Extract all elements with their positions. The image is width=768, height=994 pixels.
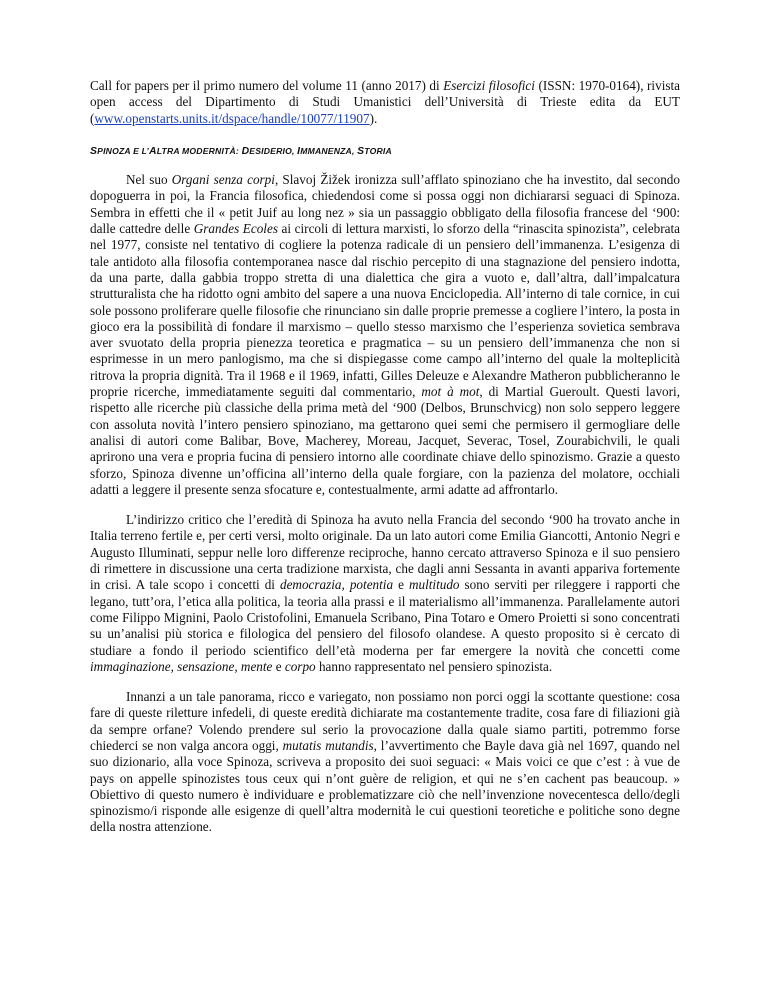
intro-paragraph bbox=[90, 78, 680, 127]
book-title: Organi senza corpi bbox=[171, 172, 275, 188]
intro-text: Call for papers per il primo numero del volume 11 (anno 2017) di bbox=[90, 78, 444, 93]
repository-link[interactable]: www.openstarts.units.it/dspace/handle/10077/11907 bbox=[94, 110, 370, 126]
body-paragraph-1: Nel suo Organi senza corpi, Slavoj Žižek ironizza sull’afflato spinoziano che ha investito, dal secondo dopoguerra in poi, la Francia filosofica, chiedendosi come si possa oggi non dichiararsi seguaci di Spinoza. Sembra in effetti che il « petit Juif au long nez » sia un passaggio obbligato della filosofia francese del ‘900: dalle cattedre delle Grandes Ecoles ai circoli di lettura marxisti, lo sforzo della “rinascita spinozista”, celebrata nel 1977, consiste nel tentativo di cogliere la potenza radicale di un pensiero dell’immanenza. L’esigenza di tale antidoto alla filosofia contemporanea nasce dal rischio percepito di una stagnazione del pensiero indotta, da una parte, dalla gabbia troppo stretta di una dialettica che gira a vuoto e, dall’altra, dall’impalcatura strutturalista che ha ridotto ogni ambito del sapere a una nuova Enciclopedia. All’interno di tale cornice, in cui sole possono proliferare quelle filosofie che rinunciano sin dalle proprie premesse a cogliere l’intero, la posta in gioco era la possibilità di fondare il marxismo – quello stesso marxismo che l’esperienza sovietica sembrava aver svuotato della propria pienezza teoretica e pragmatica – su un pensiero dell’immanenza che non si esprimesse in un mero panlogismo, ma che si dispiegasse come campo all’interno del quale la molteplicità ritrova la propria dignità. Tra il 1968 e il 1969, infatti, Gilles Deleuze e Alexandre Matheron pubblicheranno le proprie ricerche, immediatamente seguiti dal commentario, mot à mot, di Martial Gueroult. Questi lavori, rispetto alle ricerche più classiche della prima metà del ‘900 (Delbos, Brunschvicg) non solo seppero leggere con assoluta novità l’intero pensiero spinoziano, ma gettarono quei semi che permisero il germogliare delle analisi di autori come Balibar, Bove, Macherey, Moreau, Jacquet, Severac, Tosel, Zourabichvili, le quali aprirono una vera e propria fucina di pensiero intorno alle coordinate chiave dello spinozismo. Grazie a questo sforzo, Spinoza divenne un’officina all’interno della quale forgiare, con la pazienza del molatore, occhiali adatti a leggere il presente senza sfocature e, contestualmente, armi adatte ad affrontarlo. bbox=[90, 172, 681, 497]
intro-text: (ISSN: 1970-0164), rivista open access del Dipartimento di Studi Umanistici dell’Università di Trieste edita da EUT ( bbox=[90, 78, 681, 126]
section-heading: SPINOZA E L’ALTRA MODERNITÀ: DESIDERIO, IMMANENZA, STORIA bbox=[90, 145, 392, 157]
journal-title: Esercizi filosofici bbox=[443, 78, 535, 93]
body-paragraph-2: L’indirizzo critico che l’eredità di Spinoza ha avuto nella Francia del secondo ‘900 ha trovato anche in Italia terreno fertile e, per certi versi, molto originale. Da un lato autori come Emilia Giancotti, Antonio Negri e Augusto Illuminati, seppur nelle loro differenze reciproche, hanno cercato attraverso Spinoza e il suo pensiero di rimettere in discussione una certa tradizione marxista, che dagli anni Sessanta in avanti appariva fortemente in crisi. A tale scopo i concetti di democrazia, potentia e multitudo sono serviti per rileggere i rapporti che legano, tutt’ora, l’etica alla politica, la teoria alla prassi e il materialismo all’immanenza. Parallelamente autori come Filippo Mignini, Paolo Cristofolini, Emanuela Scribano, Pina Totaro e Omero Proietti si sono concentrati su un’analisi più storica e filologica del pensiero del filosofo olandese. A questo proposito si è cercato di studiare a fondo il periodo scientifico dell’età moderna per far emergere la novità che concetti come immaginazione, sensazione, mente e corpo hanno rappresentato nel pensiero spinozista. bbox=[90, 512, 680, 674]
body-paragraph-3: Innanzi a un tale panorama, ricco e variegato, non possiamo non porci oggi la scottante questione: cosa fare di queste riletture infedeli, di queste eredità dichiarate ma costantemente tradite, cosa fare di filiazioni già da sempre orfane? Volendo prendere sul serio la provocazione dalla quale siamo partiti, potremmo forse chiederci se non valga ancora oggi, mutatis mutandis, l’avvertimento che Bayle dava già nel 1697, quando nel suo dizionario, alla voce Spinoza, scriveva a proposito dei suoi seguaci: « Mais voici ce que c’est : à vue de pays on appelle spinozistes tous ceux qui n’ont guère de religion, et qui ne s’en cachent pas beaucoup. » Obiettivo di questo numero è individuare e problematizzare ciò che nell’invenzione novecentesca dello/degli spinozismo/i risponde alle esigenze di quell’altra modernità le cui questioni teoretiche e politiche sono degne della nostra attenzione. bbox=[90, 689, 680, 835]
intro-text: ). bbox=[369, 110, 378, 126]
